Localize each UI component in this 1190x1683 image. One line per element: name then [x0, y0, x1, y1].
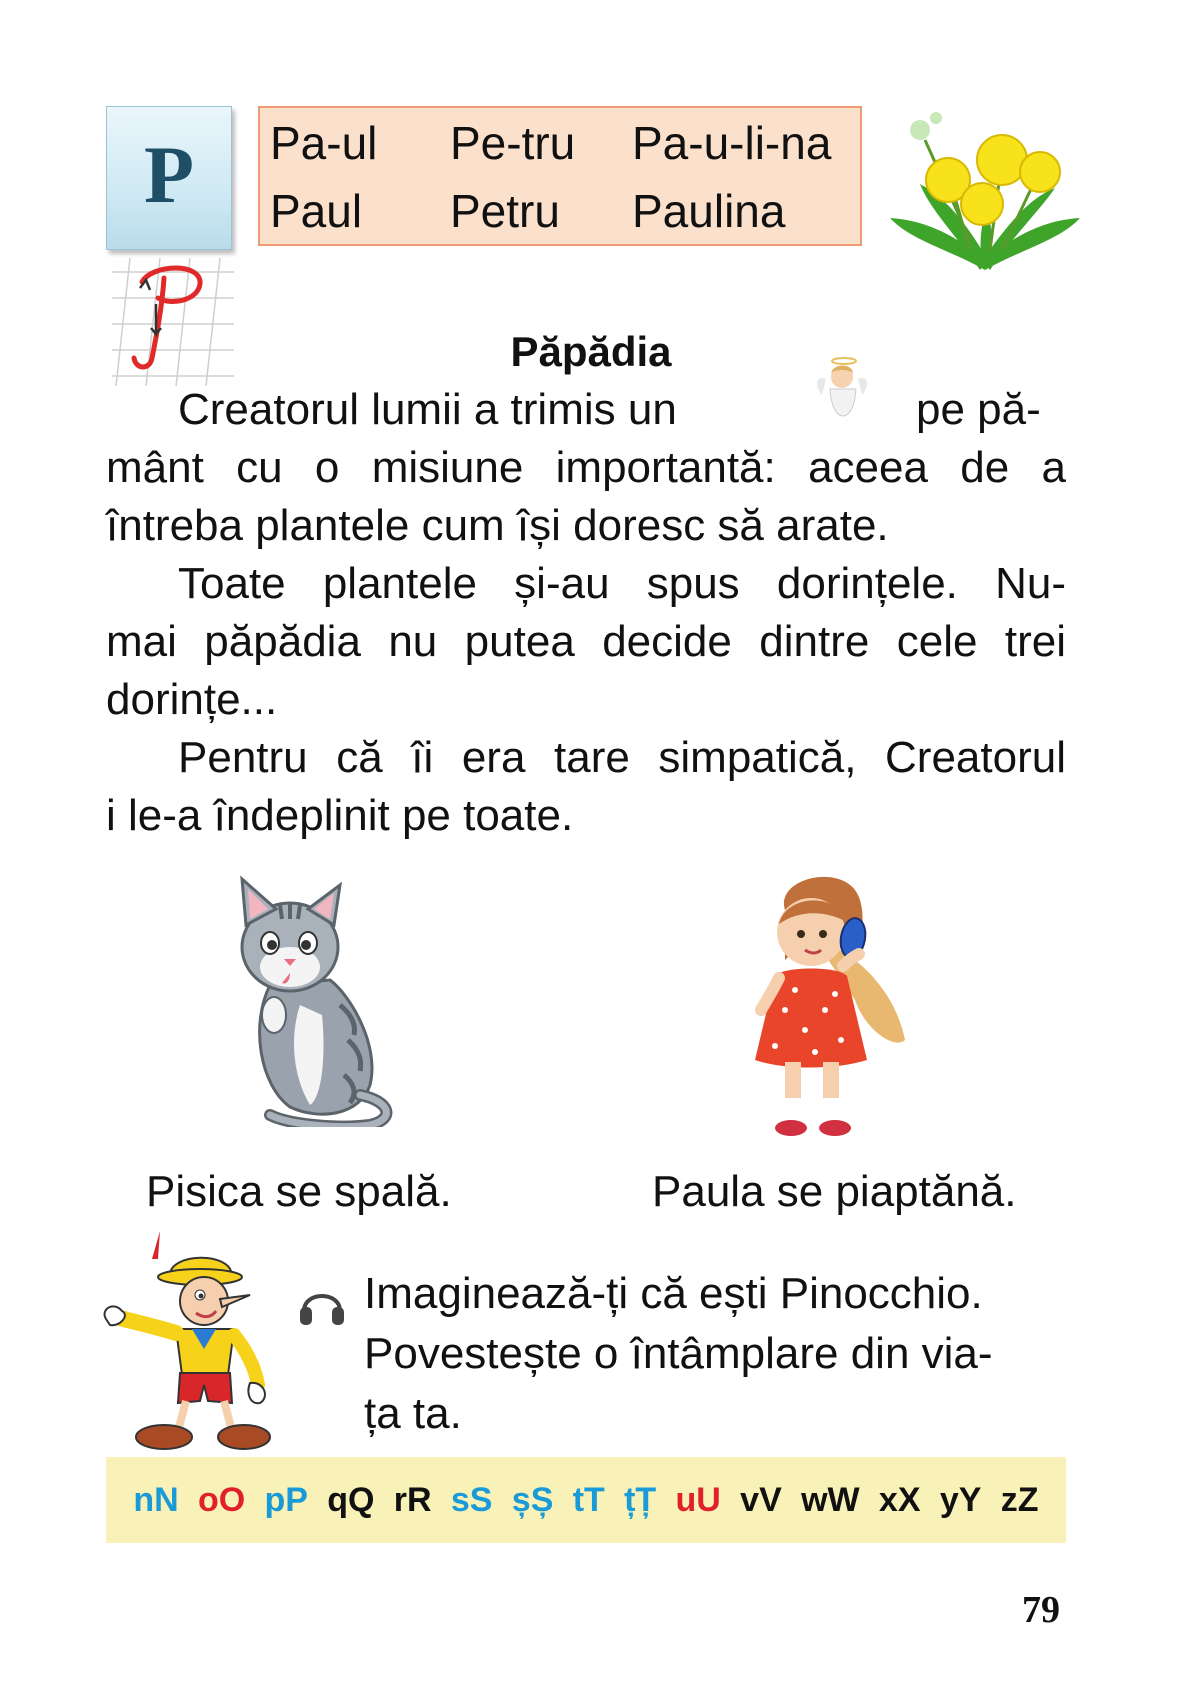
- task-line: ța ta.: [364, 1389, 462, 1438]
- alphabet-letter-pair: wW: [801, 1480, 860, 1519]
- alphabet-letter-pair: oO: [197, 1480, 246, 1519]
- name-item: Paulina: [632, 185, 786, 237]
- dandelion-illustration: [890, 100, 1080, 280]
- alphabet-letter-pair: xX: [878, 1480, 921, 1519]
- story-line: dorințe...: [106, 675, 278, 724]
- alphabet-letter-pair: șȘ: [511, 1480, 554, 1519]
- alphabet-strip: [106, 1457, 1066, 1543]
- alphabet-letter-pair: uU: [675, 1480, 721, 1519]
- girl-caption: Paula se piaptănă.: [652, 1167, 1017, 1216]
- angel-illustration: [812, 355, 872, 430]
- alphabet-letter-pair: nN: [133, 1480, 179, 1519]
- alphabet-letter-pair: qQ: [327, 1480, 375, 1519]
- name-item: Paul: [270, 185, 363, 237]
- alphabet-letter-pair: pP: [264, 1480, 308, 1519]
- task-line: Povestește o întâmplare din via-: [364, 1329, 993, 1378]
- letter-tile-letter: P: [143, 129, 195, 220]
- alphabet-letter-pair: țȚ: [624, 1480, 657, 1519]
- alphabet-letter-pair: sS: [450, 1480, 493, 1519]
- story-line: mai păpădia nu putea decide dintre cele trei: [106, 617, 1066, 666]
- name-item: Petru: [450, 185, 560, 237]
- pinocchio-illustration: [100, 1225, 280, 1455]
- girl-brushing-hair-illustration: [755, 870, 920, 1150]
- story-line: Creatorul lumii a trimis un: [178, 385, 677, 434]
- syllable-box: [258, 106, 862, 246]
- alphabet-letter-pair: zZ: [1000, 1480, 1039, 1519]
- cat-caption: Pisica se spală.: [146, 1167, 452, 1216]
- alphabet-letter-pair: rR: [393, 1480, 432, 1519]
- story-line: pe pă-: [916, 385, 1041, 434]
- syllable-item: Pa-u-li-na: [632, 117, 832, 169]
- alphabet-letter-pair: yY: [939, 1480, 982, 1519]
- story-line: Pentru că îi era tare simpatică, Creatorul: [178, 733, 1066, 782]
- headphones-icon: [298, 1281, 346, 1329]
- syllable-item: Pe-tru: [450, 117, 576, 169]
- alphabet-letter-pair: tT: [572, 1480, 605, 1519]
- cat-illustration: [230, 875, 395, 1127]
- task-line: Imaginează-ți că ești Pinocchio.: [364, 1269, 983, 1318]
- syllable-item: Pa-ul: [270, 117, 378, 169]
- page-number: 79: [1022, 1589, 1060, 1631]
- story-title: [0, 328, 1190, 376]
- letter-tile: [106, 106, 232, 250]
- story-line: i le-a îndeplinit pe toate.: [106, 791, 574, 840]
- alphabet-letter-pair: vV: [740, 1480, 782, 1519]
- story-line: Toate plantele și-au spus dorințele. Nu-: [178, 559, 1066, 608]
- story-line: mânt cu o misiune importantă: aceea de a: [106, 443, 1066, 492]
- story-line: întreba plantele cum își doresc să arate.: [106, 501, 889, 550]
- story-title-text: Păpădia: [510, 328, 672, 375]
